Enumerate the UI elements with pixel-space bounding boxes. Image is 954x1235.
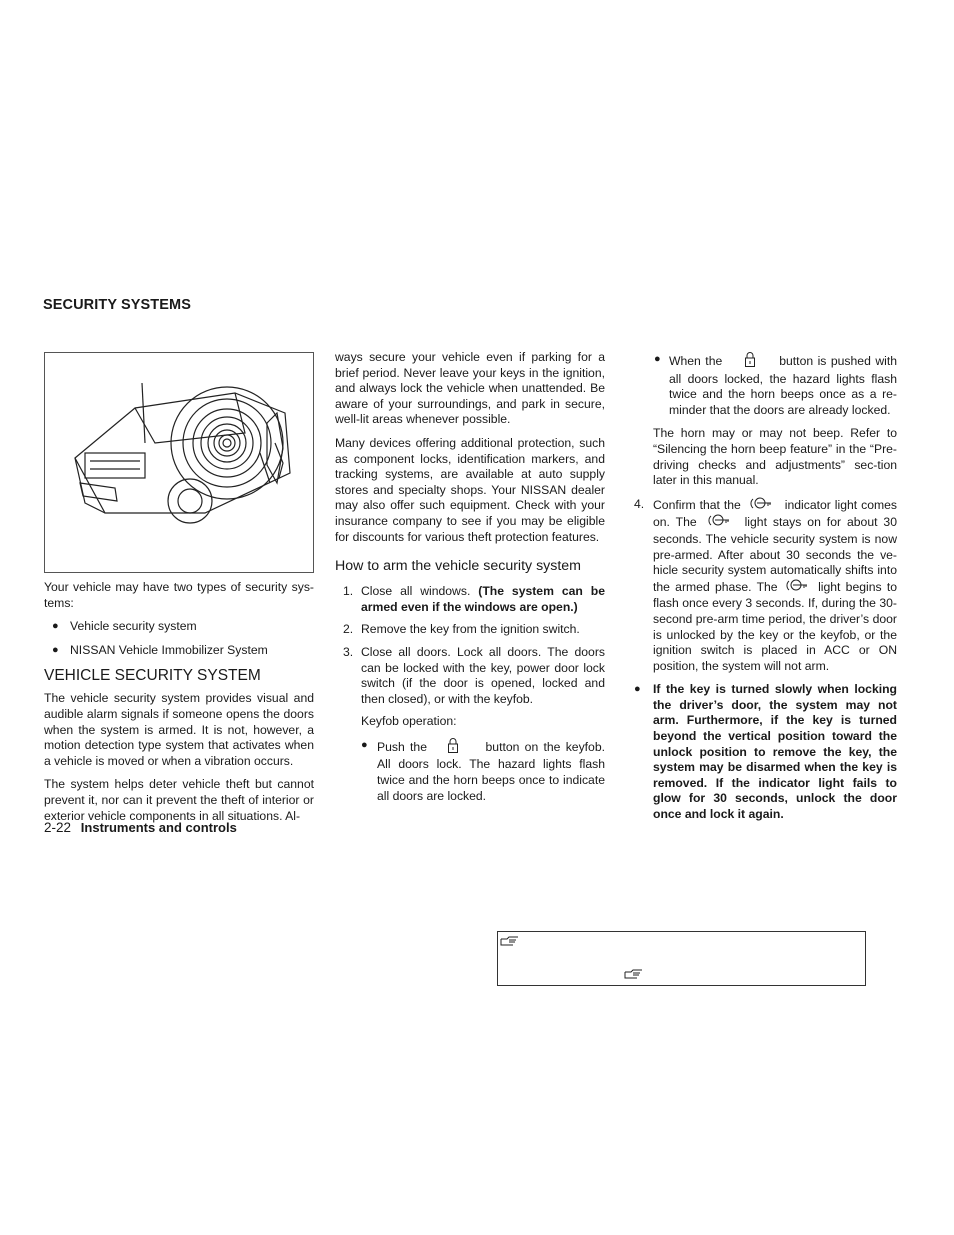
step-text: Remove the key from the ignition switch. [361, 622, 580, 637]
step-number: 1. [343, 584, 354, 599]
section-title: SECURITY SYSTEMS [43, 297, 191, 313]
pointing-hand-icon [624, 967, 644, 985]
bullet-icon: ● [654, 353, 661, 365]
list-item-text: NISSAN Vehicle Immobilizer System [70, 642, 268, 657]
text: light begins to flash once every 3 seconds. If, during the 30-second pre-arm time period, the driver’s door is unlocked by the key or the keyfob, or the ignition switch is placed in ACC or ON position, the system will not arm. [653, 579, 897, 673]
page-footer [44, 820, 237, 835]
step-number: 2. [343, 622, 354, 637]
text: button is pushed with all doors locked, the hazard lights flash twice and the horn beeps once as a re-minder that the doors are already locked. [669, 354, 898, 417]
bullet-icon: ● [634, 683, 641, 696]
warning-text: If the key is turned slowly when locking the driver’s door, the system may not arm. Furthermore, if the key is turned beyond the vertical position toward the unlock position to remove the key, the system may be disarmed when the key is removed. If the indicator light fails to glow for 30 seconds, unlock the door once and lock it again. [653, 682, 897, 822]
column-3 [634, 352, 897, 823]
keyfob-step [335, 738, 605, 804]
text: When the [669, 354, 723, 369]
footer-label: Instruments and controls [80, 820, 237, 835]
paragraph: The system helps deter vehicle theft but cannot prevent it, nor can it prevent the theft of interior or exterior vehicle components in all situations. Al- [44, 777, 314, 823]
note-box [497, 931, 866, 986]
step-4 [634, 497, 897, 675]
security-types-list [44, 619, 314, 658]
vehicle-security-illustration-icon [45, 353, 313, 572]
vehicle-security-figure [44, 352, 314, 573]
lock-icon [745, 352, 755, 372]
warning-bullet [634, 682, 897, 822]
locked-reminder-bullet [634, 352, 897, 418]
step-note: (The system can be armed even if the windows are open.) [361, 584, 605, 614]
pointing-hand-icon [500, 934, 520, 952]
list-item [44, 619, 314, 635]
security-indicator-icon [747, 497, 773, 515]
paragraph: ways secure your vehicle even if parking for a brief period. Never leave your keys in the ignition, and always lock the vehicle when unattended. Be aware of your surroundings, and park in secure, well-lit areas whenever possible. [335, 350, 605, 427]
procedure-heading: How to arm the vehicle security system [335, 558, 581, 575]
text: Confirm that the [653, 497, 741, 512]
lock-icon [448, 738, 458, 758]
paragraph: Many devices offering additional protection, such as component locks, identification markers, and tracking systems, are available at auto supply stores and specialty shops. Your NISSAN dealer may also offer such equipment. Check with your insurance company to see if you may be eligible for discounts for various theft protection features. [335, 435, 605, 544]
list-item-text: Vehicle security system [70, 619, 197, 634]
security-indicator-icon [783, 579, 809, 597]
step-text: Close all windows. [361, 584, 471, 599]
text: button on the keyfob. All doors lock. The hazard lights flash twice and the horn beeps once to indicate all doors are locked. [377, 739, 605, 803]
keyfob-label: Keyfob operation: [361, 714, 457, 729]
step-number: 3. [343, 644, 354, 659]
step-1 [335, 584, 605, 615]
bullet-icon: ● [52, 643, 59, 656]
security-indicator-icon [705, 514, 731, 532]
subsection-heading: VEHICLE SECURITY SYSTEM [44, 667, 261, 685]
horn-note: The horn may or may not beep. Refer to “Silencing the horn beep feature” in the “Pre-driving checks and adjustments” sec-tion later in this manual. [653, 426, 897, 488]
intro-text: Your vehicle may have two types of security sys-tems: [44, 580, 314, 610]
paragraph: The vehicle security system provides visual and audible alarm signals if someone opens the doors when the system is armed. It is not, however, a motion detection type system that activates when a vehicle is moved or when a vibration occurs. [44, 691, 314, 768]
bullet-icon: ● [361, 738, 368, 751]
column-1 [44, 580, 314, 832]
step-2 [335, 622, 605, 638]
step-text: Close all doors. Lock all doors. The doors can be locked with the key, power door lock switch (if the door is opened, locked and then closed), or with the keyfob. [361, 644, 605, 706]
text: indicator light comes on. The [653, 497, 898, 530]
column-2 [335, 350, 605, 812]
text: light stays on for about 30 seconds. The vehicle security system is now pre-armed. After about 30 seconds the ve-hicle security system automatically shifts into the armed phase. The [653, 515, 897, 594]
bullet-icon: ● [52, 620, 59, 633]
list-item [44, 643, 314, 659]
page-number: 2-22 [44, 820, 72, 835]
step-3 [335, 645, 605, 707]
text: Push the [377, 739, 427, 754]
step-number: 4. [634, 496, 645, 511]
